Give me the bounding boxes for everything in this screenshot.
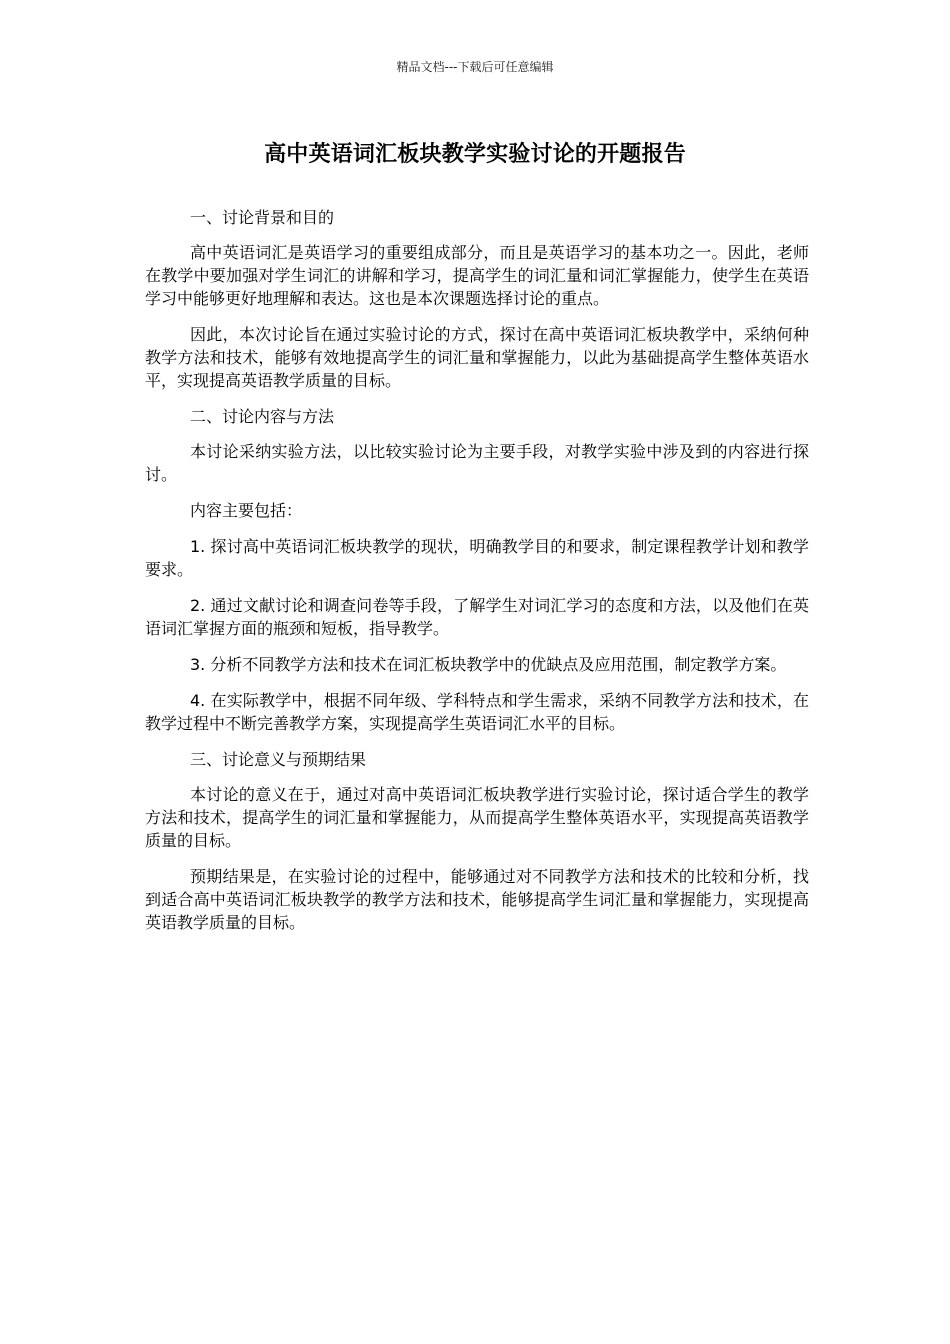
header-note: 精品文档---下载后可任意编辑 bbox=[396, 60, 554, 74]
paragraph-background-1: 高中英语词汇是英语学习的重要组成部分，而且是英语学习的基本功之一。因此，老师在教学中要加强对学生词汇的讲解和学习，提高学生的词汇量和词汇掌握能力，使学生在英语学习中能够更好地理解和表达。这也是本次课题选择讨论的重点。 bbox=[145, 243, 809, 308]
list-item: 2. 通过文献讨论和调查问卷等手段，了解学生对词汇学习的态度和方法，以及他们在英语词汇掌握方面的瓶颈和短板，指导教学。 bbox=[145, 596, 809, 638]
paragraph-background-2: 因此，本次讨论旨在通过实验讨论的方式，探讨在高中英语词汇板块教学中，采纳何种教学方法和技术，能够有效地提高学生的词汇量和掌握能力，以此为基础提高学生整体英语水平，实现提高英语教学质量的目标。 bbox=[145, 325, 809, 390]
document-title: 高中英语词汇板块教学实验讨论的开题报告 bbox=[264, 142, 686, 167]
list-item: 1. 探讨高中英语词汇板块教学的现状，明确教学目的和要求，制定课程教学计划和教学要求。 bbox=[145, 537, 809, 579]
document-body bbox=[145, 206, 809, 947]
paragraph-expected-results: 预期结果是，在实验讨论的过程中，能够通过对不同教学方法和技术的比较和分析，找到适合高中英语词汇板块教学的教学方法和技术，能够提高学生词汇量和掌握能力，实现提高英语教学质量的目标。 bbox=[145, 867, 809, 932]
list-item: 4. 在实际教学中，根据不同年级、学科特点和学生需求，采纳不同教学方法和技术，在教学过程中不断完善教学方案，实现提高学生英语词汇水平的目标。 bbox=[145, 691, 809, 733]
paragraph-content-intro: 内容主要包括： bbox=[190, 501, 303, 520]
section-heading-content-method: 二、讨论内容与方法 bbox=[190, 407, 335, 426]
paragraph-method: 本讨论采纳实验方法，以比较实验讨论为主要手段，对教学实验中涉及到的内容进行探讨。 bbox=[145, 442, 809, 484]
section-heading-background: 一、讨论背景和目的 bbox=[190, 208, 335, 227]
paragraph-significance: 本讨论的意义在于，通过对高中英语词汇板块教学进行实验讨论，探讨适合学生的教学方法和技术，提高学生的词汇量和掌握能力，从而提高学生整体英语水平，实现提高英语教学质量的目标。 bbox=[145, 785, 809, 850]
list-item: 3. 分析不同教学方法和技术在词汇板块教学中的优缺点及应用范围，制定教学方案。 bbox=[190, 655, 787, 674]
section-heading-significance: 三、讨论意义与预期结果 bbox=[190, 750, 367, 769]
